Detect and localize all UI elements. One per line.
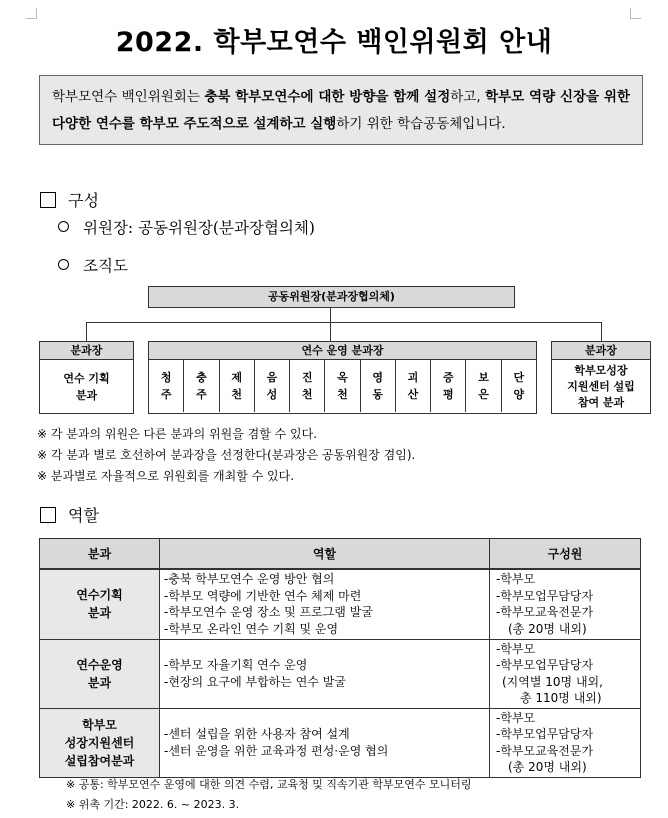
org-chart-bullet: 조직도 xyxy=(58,254,128,276)
checkbox-square-icon xyxy=(40,507,56,523)
notes xyxy=(37,424,415,487)
members-cell: -학부모 -학부모업무담당자 -학부모교육전문가 (총 20명 내외) xyxy=(490,569,641,639)
org-region-cell: 단 양 xyxy=(513,371,525,401)
circle-bullet-icon xyxy=(58,259,69,270)
table-row xyxy=(40,708,641,777)
org-region-cell: 진 천 xyxy=(290,360,325,412)
org-top-box: 공동위원장(분과장협의체) xyxy=(148,286,515,308)
footnote: ※ 위촉 기간: 2022. 6. ~ 2023. 3. xyxy=(66,798,240,811)
role-cell: -학부모 자율기획 연수 운영 -현장의 요구에 부합하는 연수 발굴 xyxy=(160,639,490,708)
intro-text-1: 학부모연수 백인위원회는 xyxy=(52,89,205,105)
org-connector xyxy=(86,322,602,323)
table-row xyxy=(40,639,641,708)
circle-bullet-icon xyxy=(58,221,69,232)
checkbox-square-icon xyxy=(40,192,56,208)
members-cell: -학부모 -학부모업무담당자 (지역별 10명 내외, 총 110명 내외) xyxy=(490,639,641,708)
footnote: ※ 공통: 학부모연수 운영에 대한 의견 수렴, 교육청 및 직속기관 학부모연수 모니터링 xyxy=(66,778,472,791)
crop-mark-right xyxy=(630,8,641,19)
intro-text-3: 하기 위한 학습공동체입니다. xyxy=(336,116,506,132)
org-region-cell: 증 평 xyxy=(431,360,466,412)
role-table xyxy=(39,538,641,778)
section-composition-heading: 구성 xyxy=(40,188,99,211)
org-middle-head: 연수 운영 분과장 xyxy=(149,342,536,360)
org-connector xyxy=(601,322,602,341)
division-name: 학부모 성장지원센터 설립참여분과 xyxy=(40,708,160,777)
role-cell: -센터 설립을 위한 사용자 참여 설계 -센터 운영을 위한 교육과정 편성·운영 협의 xyxy=(160,708,490,777)
org-right-head: 분과장 xyxy=(552,342,650,360)
note-item: ※ 각 분과의 위원은 다른 분과의 위원을 겸할 수 있다. xyxy=(37,427,318,441)
page-title: 2022. 학부모연수 백인위원회 안내 xyxy=(115,27,553,58)
table-header-row xyxy=(40,539,641,570)
section-role-heading: 역할 xyxy=(40,503,99,526)
org-left-head: 분과장 xyxy=(40,342,133,360)
org-middle-box xyxy=(148,341,537,414)
org-region-cells xyxy=(149,360,536,412)
org-connector xyxy=(86,322,87,341)
col-header: 분과 xyxy=(40,539,160,570)
org-right-body: 학부모성장 지원센터 설립 참여 분과 xyxy=(567,363,635,409)
members-cell: -학부모 -학부모업무담당자 -학부모교육전문가 (총 20명 내외) xyxy=(490,708,641,777)
org-region-cell: 괴 산 xyxy=(396,360,431,412)
org-connector xyxy=(330,322,331,341)
intro-text-2: 하고, xyxy=(450,89,486,105)
org-region-cell: 청 주 xyxy=(149,360,184,412)
intro-box xyxy=(39,75,643,145)
division-name: 연수기획 분과 xyxy=(40,569,160,639)
org-region-cell: 영 동 xyxy=(361,360,396,412)
org-right-box xyxy=(551,341,651,414)
org-region-cell: 음 성 xyxy=(255,360,290,412)
intro-bold-2: 학부모 역량 신장을 위한 다양한 연수를 학부모 주도적으로 설계하고 실행 xyxy=(52,89,630,132)
col-header: 역할 xyxy=(160,539,490,570)
table-row xyxy=(40,569,641,639)
col-header: 구성원 xyxy=(490,539,641,570)
note-item: ※ 분과별로 자율적으로 위원회를 개최할 수 있다. xyxy=(37,469,295,483)
chair-bullet: 위원장: 공동위원장(분과장협의체) xyxy=(58,216,315,238)
note-item: ※ 각 분과 별로 호선하여 분과장을 선정한다(분과장은 공동위원장 겸임). xyxy=(37,448,416,462)
intro-bold-1: 충북 학부모연수에 대한 방향을 함께 설정 xyxy=(204,89,451,105)
org-region-cell: 옥 천 xyxy=(325,360,360,412)
org-connector xyxy=(330,307,331,322)
org-region-cell: 제 천 xyxy=(220,360,255,412)
division-name: 연수운영 분과 xyxy=(40,639,160,708)
org-left-box xyxy=(39,341,134,414)
crop-mark-left xyxy=(26,8,37,19)
org-region-cell: 보 은 xyxy=(466,360,501,412)
org-left-body: 연수 기획 분과 xyxy=(63,371,110,402)
role-cell: -충북 학부모연수 운영 방안 협의 -학부모 역량에 기반한 연수 체제 마련 -학부모연수 운영 장소 및 프로그램 발굴 -학부모 온라인 연수 기획 및 운영 xyxy=(160,569,490,639)
org-region-cell: 충 주 xyxy=(184,360,219,412)
